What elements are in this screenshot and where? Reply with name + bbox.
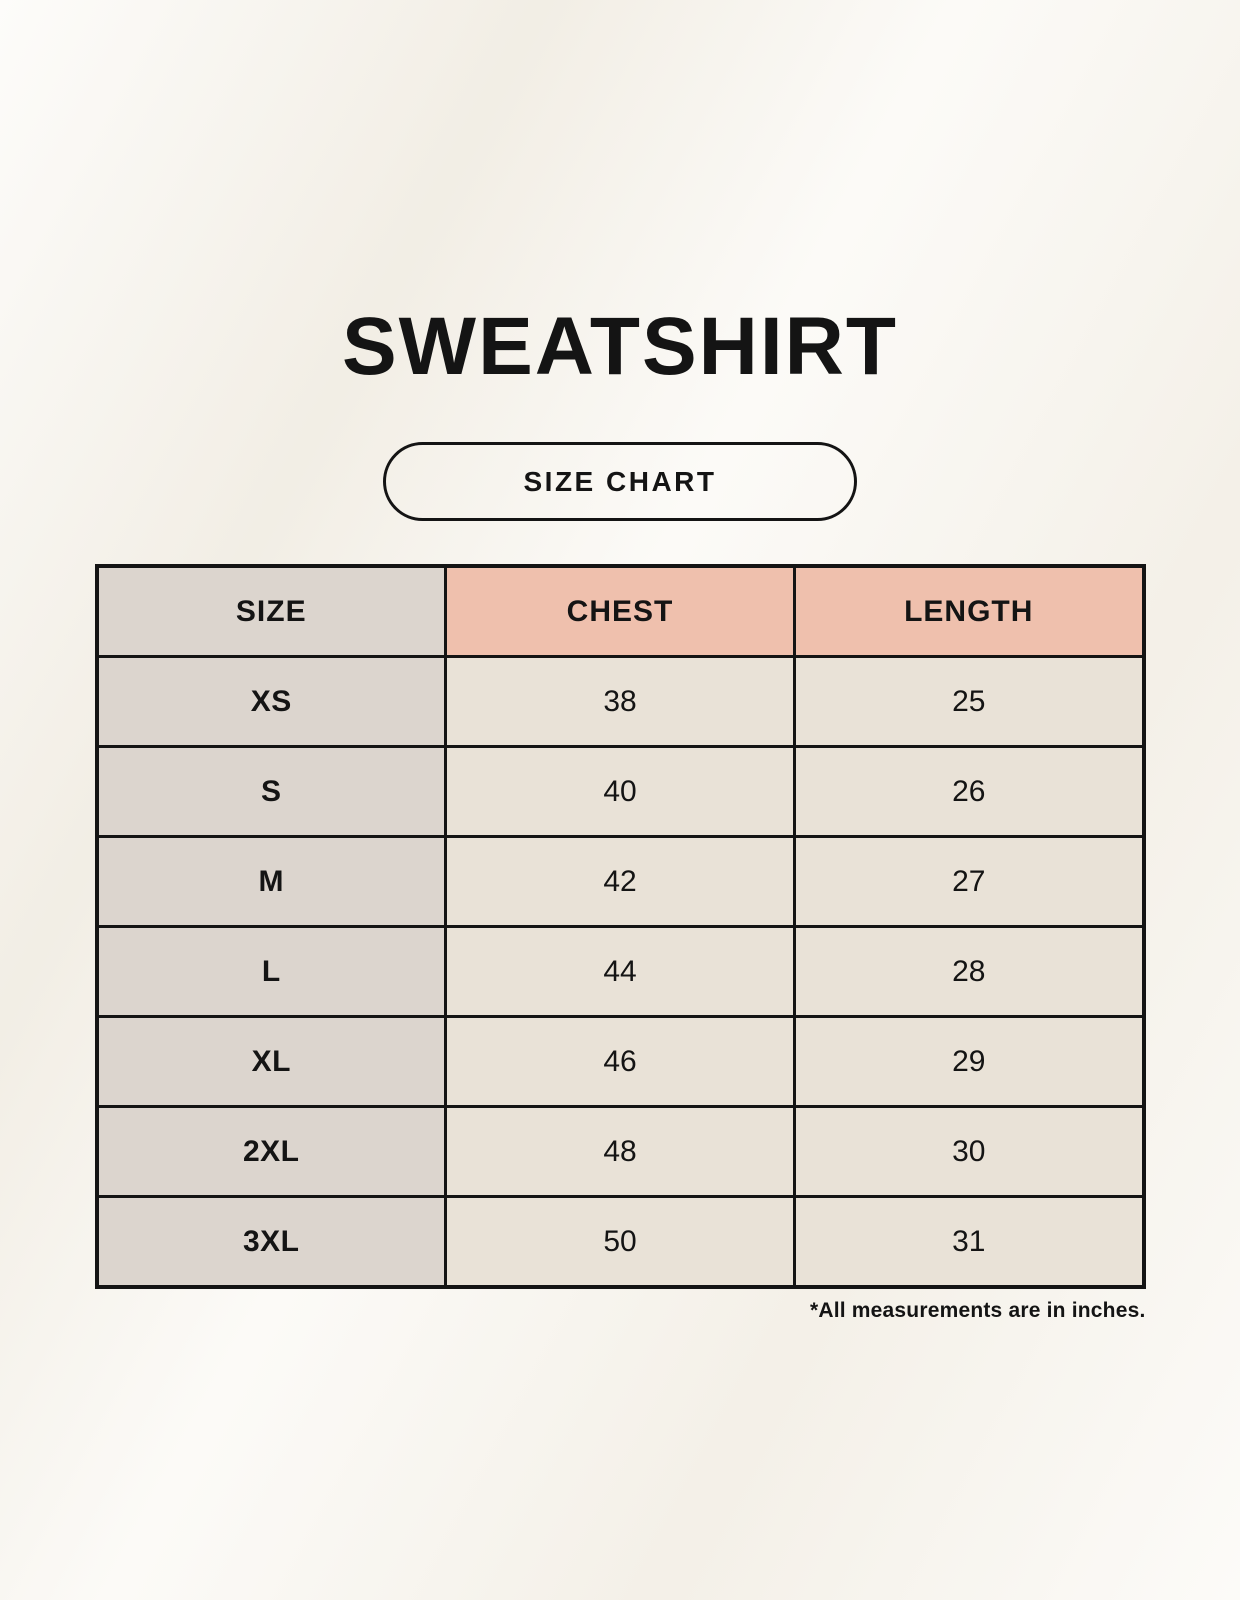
chest-value-cell: 42 xyxy=(446,837,795,927)
table-row xyxy=(97,1197,1144,1288)
table-row xyxy=(97,1017,1144,1107)
size-chart-badge[interactable] xyxy=(383,442,857,521)
table-row xyxy=(97,927,1144,1017)
column-header-size: SIZE xyxy=(97,566,446,657)
length-value-cell: 28 xyxy=(795,927,1144,1017)
chest-value-cell: 40 xyxy=(446,747,795,837)
column-header-length: LENGTH xyxy=(795,566,1144,657)
size-chart-table xyxy=(95,564,1146,1289)
length-value-cell: 31 xyxy=(795,1197,1144,1288)
table-row xyxy=(97,837,1144,927)
page-title: SWEATSHIRT xyxy=(341,301,898,392)
length-value-cell: 30 xyxy=(795,1107,1144,1197)
size-label-cell: 3XL xyxy=(97,1197,446,1288)
table-row xyxy=(97,1107,1144,1197)
length-value-cell: 25 xyxy=(795,657,1144,747)
size-label-cell: XL xyxy=(97,1017,446,1107)
size-label-cell: XS xyxy=(97,657,446,747)
length-value-cell: 29 xyxy=(795,1017,1144,1107)
table-header-row xyxy=(97,566,1144,657)
size-label-cell: S xyxy=(97,747,446,837)
length-value-cell: 27 xyxy=(795,837,1144,927)
size-label-cell: M xyxy=(97,837,446,927)
chest-value-cell: 44 xyxy=(446,927,795,1017)
size-chart-badge-label: SIZE CHART xyxy=(523,465,717,497)
chest-value-cell: 38 xyxy=(446,657,795,747)
chest-value-cell: 50 xyxy=(446,1197,795,1288)
chest-value-cell: 46 xyxy=(446,1017,795,1107)
length-value-cell: 26 xyxy=(795,747,1144,837)
measurements-footnote: *All measurements are in inches. xyxy=(809,1299,1146,1322)
column-header-chest: CHEST xyxy=(446,566,795,657)
table-row xyxy=(97,747,1144,837)
table-row xyxy=(97,657,1144,747)
chest-value-cell: 48 xyxy=(446,1107,795,1197)
size-label-cell: L xyxy=(97,927,446,1017)
size-label-cell: 2XL xyxy=(97,1107,446,1197)
